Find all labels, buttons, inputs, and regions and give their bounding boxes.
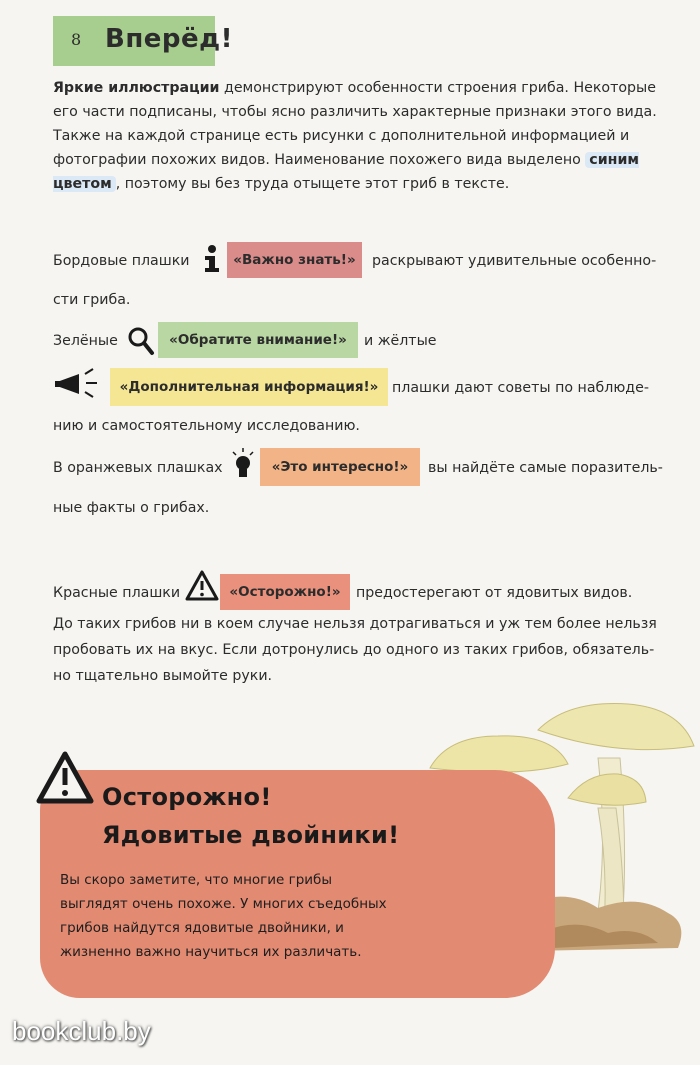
tag-caution: «Осторожно!» [220, 574, 350, 610]
bordeaux-before: Бордовые плашки [53, 253, 190, 269]
bordeaux-after: раскрывают удивительные особенно- [372, 253, 657, 269]
warning-panel-text: Вы скоро заметите, что многие грибы выглядят очень похоже. У многих съедобных грибов найдутся ядовитые двойники, и жизненно важно научиться их различать. [60, 872, 387, 960]
warning-panel-title [102, 778, 399, 854]
intro-blue-highlight: синим цветом [53, 152, 639, 192]
intro-paragraph [53, 76, 673, 196]
intro-bold-lead: Яркие иллюстрации [53, 80, 220, 96]
yellow-line2: нию и самостоятельному исследованию. [53, 418, 360, 434]
yellow-after: плашки дают советы по наблюде- [392, 380, 649, 396]
red-after: предостерегают от ядовитых видов. [356, 585, 633, 601]
tag-attention: «Обратите внимание!» [158, 322, 358, 358]
header-plate [53, 16, 234, 66]
green-before: Зелёные [53, 333, 118, 349]
warning-panel-triangle-icon [36, 750, 94, 806]
page-title: Вперёд! [105, 24, 234, 54]
magnifier-icon [127, 326, 155, 356]
warning-triangle-icon [185, 570, 219, 602]
lightbulb-icon [230, 448, 256, 482]
tag-additional-info: «Дополнительная информация!» [110, 368, 388, 406]
orange-before: В оранжевых плашках [53, 460, 223, 476]
intro-text-1: демонстрируют особенности строения гриба. Некоторые его части подписаны, чтобы ясно различить характерные признаки этого вида. Также на каждой странице есть рисунки с дополнительной информацией и фотографии похожих видов. Наименование похожего вида выделено [53, 80, 657, 168]
warning-title-line2: Ядовитые двойники! [102, 821, 400, 849]
warning-title-line1: Осторожно! [102, 783, 272, 811]
green-after: и жёлтые [364, 333, 437, 349]
orange-line2: ные факты о грибах. [53, 500, 210, 516]
intro-text-2: , поэтому вы без труда отыщете этот гриб в тексте. [115, 176, 510, 192]
watermark: bookclub.by [12, 1016, 151, 1046]
info-icon [200, 244, 224, 274]
bordeaux-line2: сти гриба. [53, 292, 131, 308]
megaphone-icon [53, 366, 103, 402]
tag-important: «Важно знать!» [227, 242, 362, 278]
red-line2: До таких грибов ни в коем случае нельзя дотрагиваться и уж тем более нельзя [53, 616, 657, 632]
tag-interesting: «Это интересно!» [260, 448, 420, 486]
red-before: Красные плашки [53, 585, 181, 601]
red-line4: но тщательно вымойте руки. [53, 668, 273, 684]
page-number: 8 [71, 30, 82, 49]
orange-after: вы найдёте самые поразитель- [428, 460, 663, 476]
red-line3: пробовать их на вкус. Если дотронулись до одного из таких грибов, обязатель- [53, 642, 655, 658]
